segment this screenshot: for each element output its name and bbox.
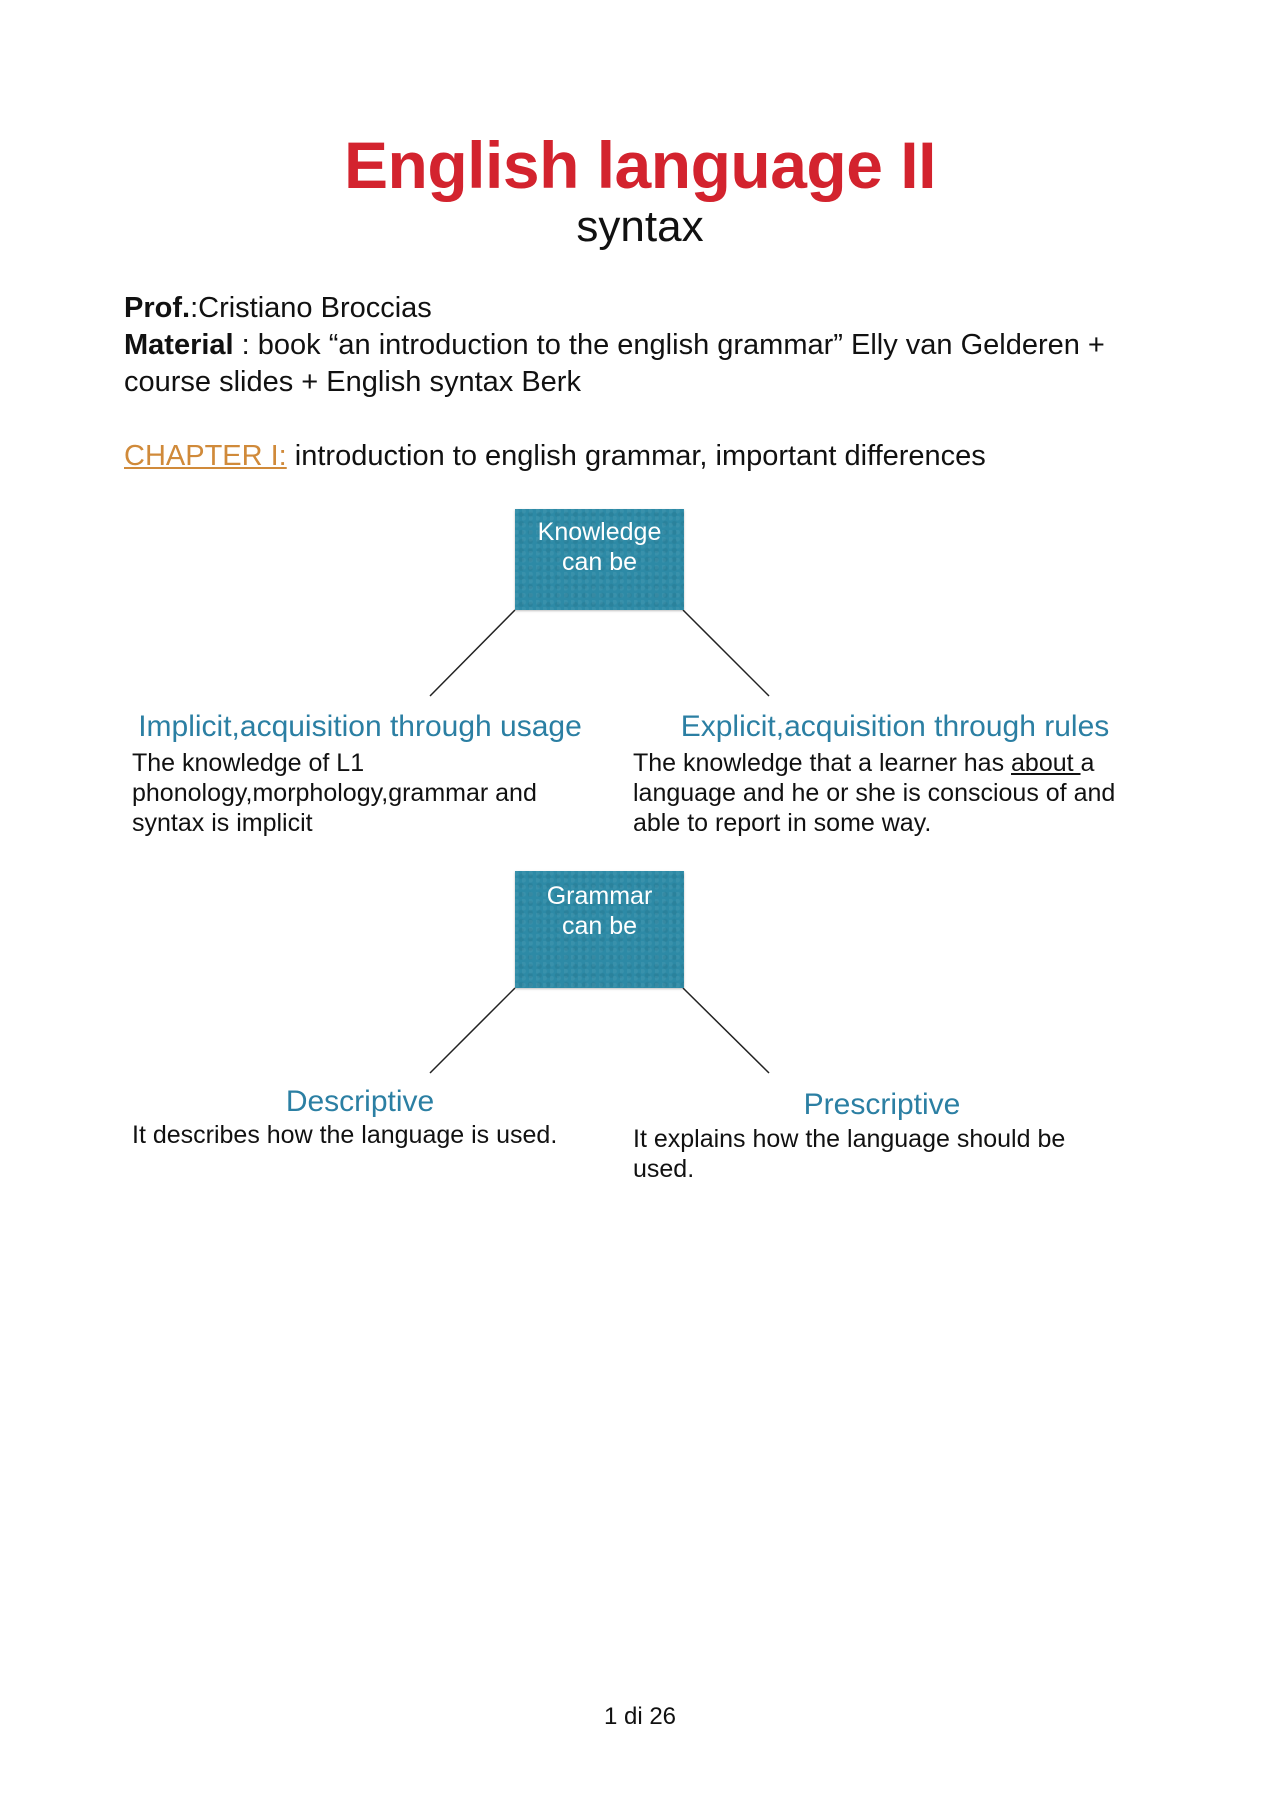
professor-label: Prof. <box>124 292 191 324</box>
explicit-description-about: about <box>1011 749 1081 777</box>
implicit-heading: Implicit,acquisition through usage <box>138 710 582 743</box>
explicit-description-end: a language and he or she is conscious of and able to report in some way. <box>633 749 1116 837</box>
chapter-link[interactable]: CHAPTER I: <box>124 440 287 472</box>
connector-knowledge-left <box>430 610 515 696</box>
connector-grammar-right <box>683 988 769 1073</box>
grammar-node <box>515 871 684 988</box>
explicit-description <box>633 748 1153 838</box>
grammar-node-line-2: can be <box>561 912 638 940</box>
descriptive-heading: Descriptive <box>285 1085 435 1118</box>
document-subtitle: syntax <box>576 202 704 251</box>
knowledge-node-line-1: Knowledge <box>537 518 662 546</box>
knowledge-node-line-2: can be <box>561 548 638 576</box>
chapter-description: introduction to english grammar, important differences <box>286 440 986 472</box>
material-label: Material <box>124 329 234 361</box>
explicit-heading: Explicit,acquisition through rules <box>680 710 1110 743</box>
explicit-description-start: The knowledge that a learner has <box>633 749 1012 777</box>
descriptive-description: It describes how the language is used. <box>132 1121 558 1149</box>
document-title: English language II <box>344 128 936 202</box>
connector-grammar-left <box>430 988 515 1073</box>
page-number: 1 di 26 <box>603 1703 677 1730</box>
material-text: : book “an introduction to the english grammar” Elly van Gelderen + course slides + English syntax Berk <box>124 329 1105 398</box>
implicit-description: The knowledge of L1 phonology,morphology,grammar and syntax is implicit <box>132 749 537 837</box>
professor-name: :Cristiano Broccias <box>190 292 432 324</box>
connector-knowledge-right <box>683 610 769 696</box>
prescriptive-description: It explains how the language should be used. <box>633 1125 1066 1183</box>
grammar-node-line-1: Grammar <box>546 882 653 910</box>
knowledge-node <box>515 509 684 610</box>
prescriptive-heading: Prescriptive <box>803 1088 961 1121</box>
